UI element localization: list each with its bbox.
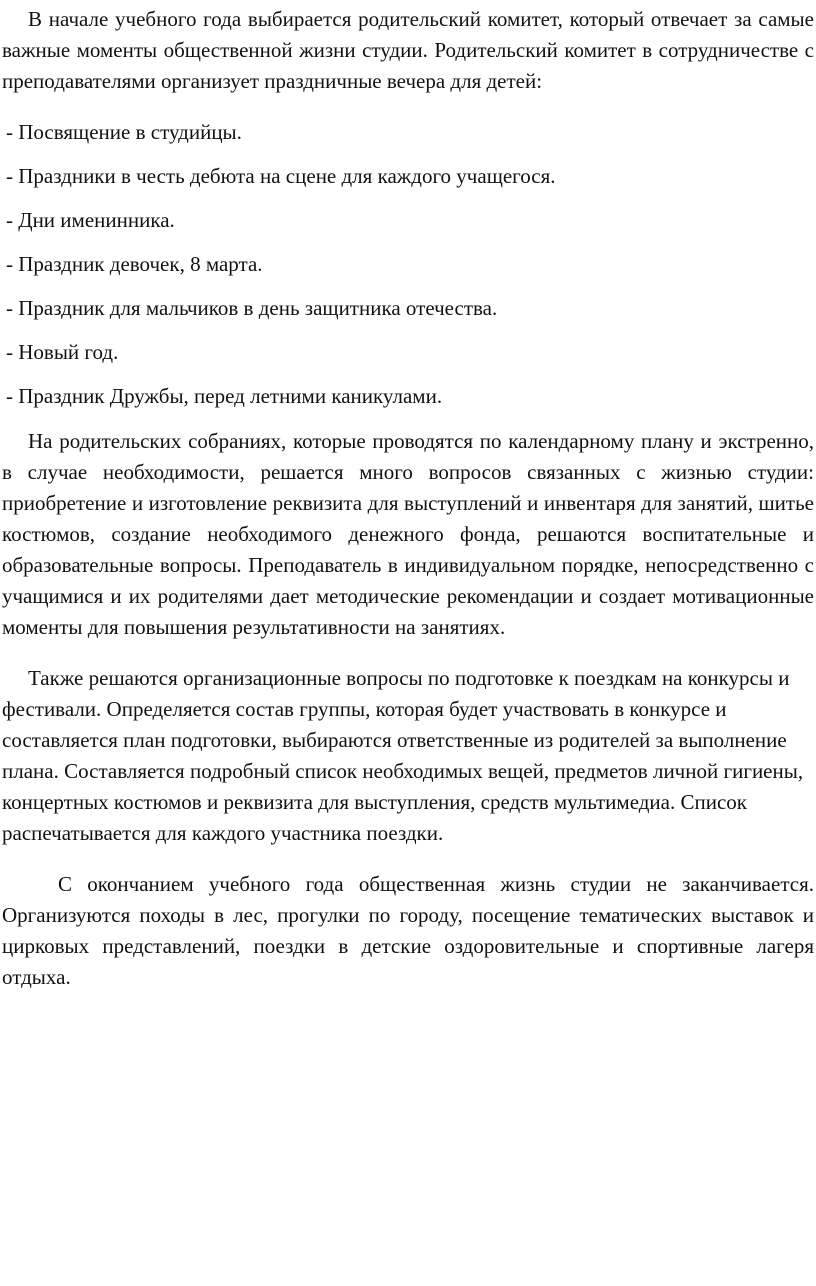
list-item: - Праздники в честь дебюта на сцене для каждого учащегося. [6,164,556,188]
meetings-paragraph: На родительских собраниях, которые проводятся по календарному плану и экстренно, в случае необходимости, решается много вопросов связанных с жизнью студии: приобретение и изготовление реквизита для выступлений и инвентаря для занятий, шитье костюмов, создание необходимого денежного фонда, решаются воспитательные и образовательные вопросы. Преподаватель в индивидуальном порядке, непосредственно с учащимися и их родителями дает методические рекомендации и создает мотивационные моменты для повышения результативности на занятиях. [2,429,814,639]
list-item: - Праздник для мальчиков в день защитника отечества. [6,296,498,320]
list-item: - Праздник девочек, 8 марта. [6,252,263,276]
list-item: - Дни именинника. [6,208,175,232]
list-item: - Праздник Дружбы, перед летними каникулами. [6,384,443,408]
list-item: - Новый год. [6,340,119,364]
events-list [2,117,814,412]
trips-paragraph: Также решаются организационные вопросы по подготовке к поездкам на конкурсы и фестивали. Определяется состав группы, которая будет участвовать в конкурсе и составляется план подготовки, выбираются ответственные из родителей за выполнение плана. Составляется подробный список необходимых вещей, предметов личной гигиены, концертных костюмов и реквизита для выступления, средств мультимедиа. Список распечатывается для каждого участника поездки. [2,666,804,845]
summer-paragraph: С окончанием учебного года общественная жизнь студии не заканчивается. Организуются походы в лес, прогулки по городу, посещение тематических выставок и цирковых представлений, поездки в детские оздоровительные и спортивные лагеря отдыха. [2,872,814,989]
list-item: - Посвящение в студийцы. [6,120,242,144]
intro-paragraph: В начале учебного года выбирается родительский комитет, который отвечает за самые важные моменты общественной жизни студии. Родительский комитет в сотрудничестве с преподавателями организует праздничные вечера для детей: [2,7,814,93]
